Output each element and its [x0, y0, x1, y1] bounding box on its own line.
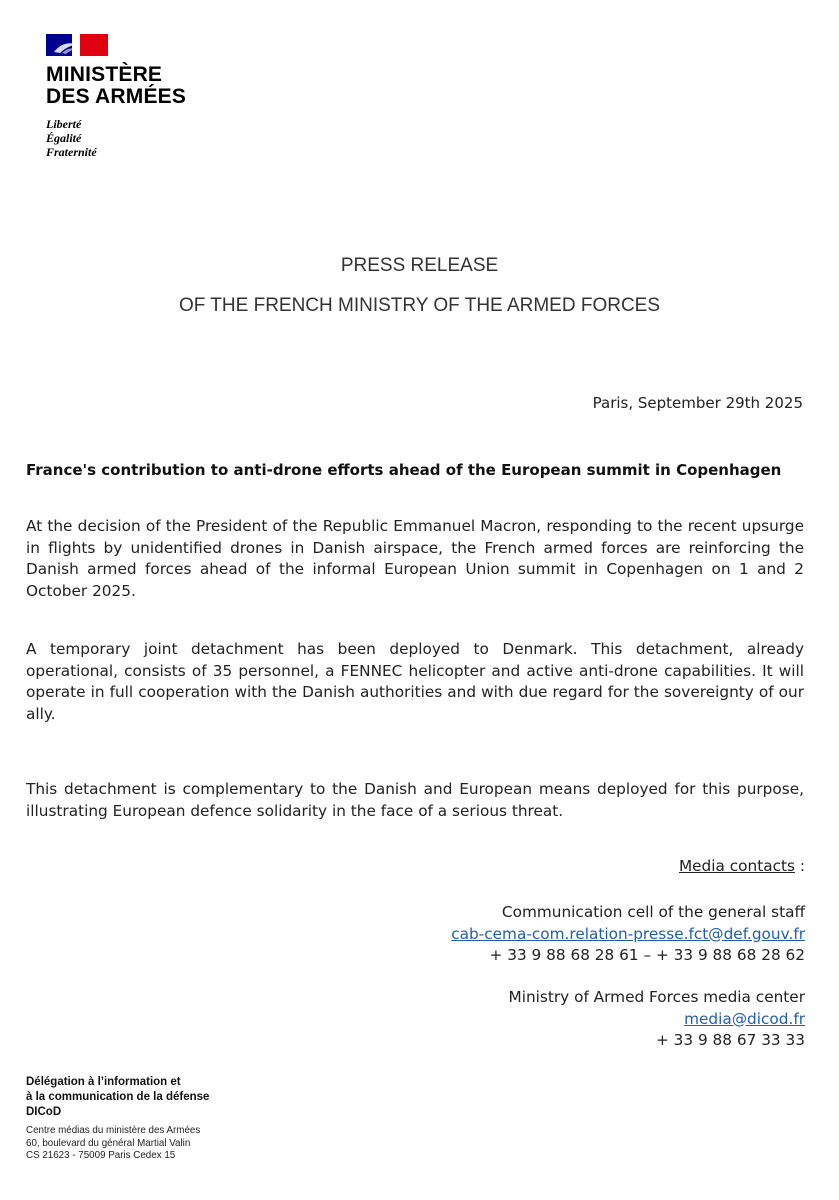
republic-motto [46, 117, 186, 159]
paragraph-1: At the decision of the President of the Republic Emmanuel Macron, responding to the recent upsurge in flights by unidentified drones in Danish airspace, the French armed forces are reinforcing the Danish armed forces ahead of the informal European Union summit in Copenhagen on 1 and 2 October 2025. [26, 517, 804, 600]
contact-email-link[interactable]: media@dicod.fr [684, 1009, 805, 1028]
release-heading: France's contribution to anti-drone efforts ahead of the European summit in Copenhagen [26, 461, 782, 479]
contact-name: Communication cell of the general staff [501, 903, 805, 921]
release-date: Paris, September 29th 2025 [592, 394, 803, 412]
contact-phone: + 33 9 88 68 28 61 – + 33 9 88 68 28 62 [489, 946, 805, 964]
paragraph-2: A temporary joint detachment has been deployed to Denmark. This detachment, already operational, consists of 35 personnel, a FENNEC helicopter and active anti-drone capabilities. It will operate in full cooperation with the Danish authorities and with due regard for the sovereignty of our ally. [26, 640, 804, 723]
media-contacts-suffix: : [794, 857, 805, 875]
footer-dicod [26, 1075, 209, 1163]
marianne-flag-icon [46, 34, 108, 56]
media-contacts-label: Media contacts [678, 857, 795, 875]
contact-general-staff [451, 902, 805, 967]
ministry-name-line1: MINISTÈRE [46, 63, 163, 86]
marianne-profile-icon [52, 40, 72, 54]
contact-phone: + 33 9 88 67 33 33 [655, 1031, 805, 1049]
contact-email-link[interactable]: cab-cema-com.relation-presse.fct@def.gouv.fr [451, 924, 805, 943]
motto-fraternite: Fraternité [46, 145, 97, 159]
press-release-subtitle: OF THE FRENCH MINISTRY OF THE ARMED FORCES [178, 295, 661, 316]
footer-address3: CS 21623 - 75009 Paris Cedex 15 [26, 1150, 176, 1161]
contact-name: Ministry of Armed Forces media center [508, 988, 805, 1006]
motto-liberte: Liberté [46, 117, 82, 131]
ministry-logo [46, 34, 186, 159]
media-contacts-title [679, 856, 805, 878]
paragraph-3: This detachment is complementary to the Danish and European means deployed for this purpose, illustrating European defence solidarity in the face of a serious threat. [26, 780, 804, 820]
footer-line1: Délégation à l’information et [26, 1076, 181, 1088]
footer-line2: à la communication de la défense [26, 1091, 210, 1103]
ministry-name [46, 64, 186, 108]
contact-media-center [509, 987, 805, 1052]
footer-address1: Centre médias du ministère des Armées [26, 1125, 201, 1136]
motto-egalite: Égalité [46, 131, 82, 145]
footer-address2: 60, boulevard du général Martial Valin [26, 1137, 191, 1149]
ministry-name-line2: DES ARMÉES [46, 85, 187, 108]
press-release-title: PRESS RELEASE [340, 255, 499, 276]
footer-line3: DICoD [26, 1106, 62, 1118]
